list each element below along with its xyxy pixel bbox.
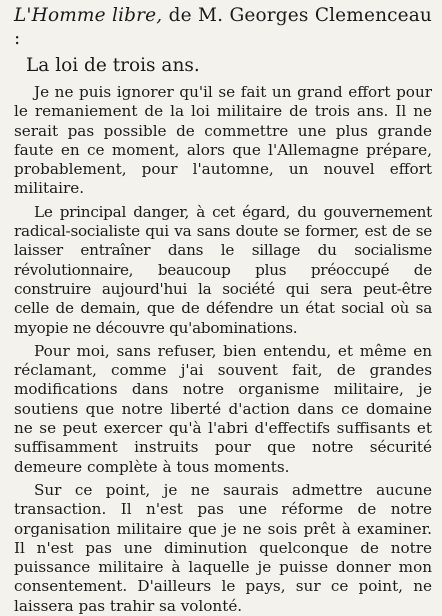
newspaper-title: L'Homme libre, (14, 5, 163, 26)
paragraph-3: Pour moi, sans refuser, bien entendu, et même en réclamant, comme j'ai souvent fait, de grandes modifications dans notre organisme militaire, je soutiens que notre liberté d'action dans ce domaine ne se peut exercer qu'à l'abri d'effectifs suffisants et suffisamment instruits pour que notre sécurité demeure complète à tous moments. (14, 341, 432, 476)
article-heading (14, 4, 432, 50)
paragraph-4: Sur ce point, je ne saurais admettre aucune transaction. Il n'est pas une réforme de notre organisation militaire que je ne sois prêt à examiner. Il n'est pas une diminution quelconque de notre puissance militaire à laquelle je puisse donner mon consentement. D'ailleurs le pays, sur ce point, ne laissera pas trahir sa volonté. (14, 480, 432, 615)
article-subheading: La loi de trois ans. (26, 55, 200, 76)
paragraph-1: Je ne puis ignorer qu'il se fait un grand effort pour le remaniement de la loi militaire de trois ans. Il ne serait pas possible de commettre une plus grande faute en ce moment, alors que l'Allemagne prépare, probablement, pour l'automne, un nouvel effort militaire. (14, 83, 432, 198)
paragraph-2: Le principal danger, à cet égard, du gouvernement radical-socialiste qui va sans doute se former, est de se laisser entraîner dans le sillage du socialisme révolutionnaire, beaucoup plus préoccupé de construire aujourd'hui la société qui sera peut-être celle de demain, que de défendre un état social où sa myopie ne découvre qu'abominations. (14, 202, 432, 337)
author-line: de M. Georges Clemenceau : (14, 5, 432, 49)
